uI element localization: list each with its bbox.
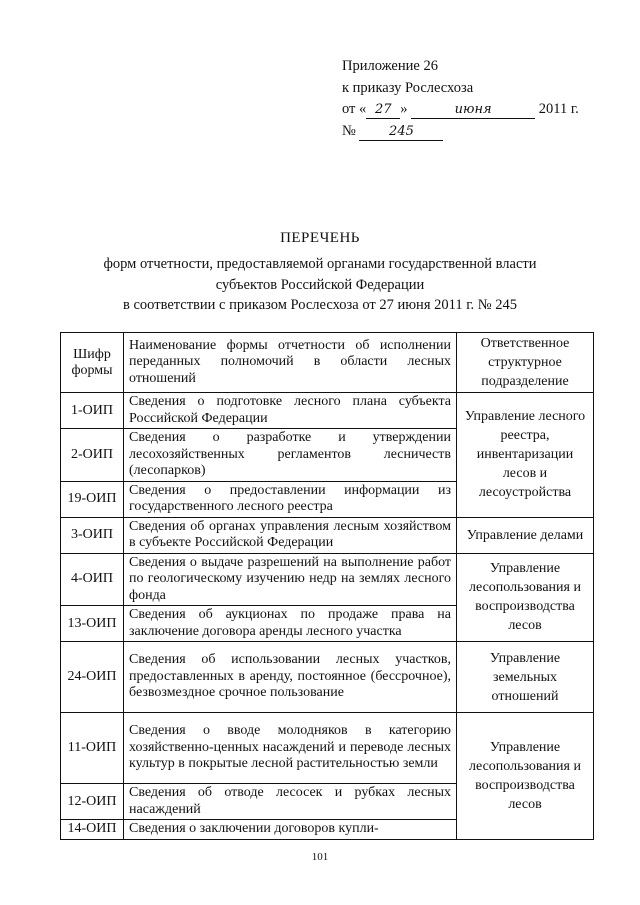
table-row <box>61 713 594 784</box>
appendix-order-number <box>342 121 579 143</box>
document-title: ПЕРЕЧЕНЬ <box>280 230 360 246</box>
subtitle-line: в соответствии с приказом Рослесхоза от 27 июня 2011 г. № 245 <box>123 297 517 313</box>
row-name: Сведения об органах управления лесным хозяйством в субъекте Российской Федерации <box>124 517 457 553</box>
number-handwritten: 245 <box>359 124 443 141</box>
row-code: 3-ОИП <box>61 517 124 553</box>
subtitle-line: форм отчетности, предоставляемой органами государственной власти <box>103 256 537 272</box>
table-row <box>61 642 594 713</box>
row-code: 19-ОИП <box>61 481 124 517</box>
row-code: 11-ОИП <box>61 713 124 784</box>
row-code: 13-ОИП <box>61 606 124 642</box>
appendix-order-ref: к приказу Рослесхоза <box>342 79 474 96</box>
document-subtitle <box>0 254 640 316</box>
number-label: № <box>342 122 356 139</box>
row-code: 14-ОИП <box>61 820 124 840</box>
header-dept: Ответственное структурное подразделение <box>457 333 594 393</box>
date-prefix: от « <box>342 101 367 117</box>
row-code: 2-ОИП <box>61 429 124 482</box>
row-code: 24-ОИП <box>61 642 124 713</box>
row-name: Сведения о заключении договоров купли- <box>124 820 457 840</box>
table-header-row <box>61 333 594 393</box>
dept-lesopolz-2: Управление лесопользования и воспроизводства лесов <box>457 713 594 840</box>
row-name: Сведения об отводе лесосек и рубках лесных насаждений <box>124 784 457 820</box>
dept-dela: Управление делами <box>457 517 594 553</box>
row-code: 4-ОИП <box>61 553 124 606</box>
header-code: Шифр формы <box>61 333 124 393</box>
row-name: Сведения о разработке и утверждении лесохозяйственных регламентов лесничеств (лесопарков) <box>124 429 457 482</box>
date-year: 2011 г. <box>538 101 579 117</box>
header-name: Наименование формы отчетности об исполнении переданных полномочий в области лесных отношений <box>124 333 457 393</box>
appendix-date <box>342 99 579 121</box>
appendix-number: Приложение 26 <box>342 58 438 74</box>
table-row <box>61 517 594 553</box>
row-code: 1-ОИП <box>61 393 124 429</box>
table-row <box>61 553 594 606</box>
row-name: Сведения об аукционах по продаже права на заключение договора аренды лесного участка <box>124 606 457 642</box>
dept-lesopolz-1: Управление лесопользования и воспроизводства лесов <box>457 553 594 642</box>
dept-zemli: Управление земельных отношений <box>457 642 594 713</box>
subtitle-line: субъектов Российской Федерации <box>215 276 425 293</box>
date-mid: » <box>400 101 408 117</box>
row-name: Сведения о предоставлении информации из государственного лесного реестра <box>124 481 457 517</box>
row-name: Сведения о выдаче разрешений на выполнение работ по геологическому изучению недр на землях лесного фонда <box>124 553 457 606</box>
date-day-handwritten: 27 <box>366 102 400 119</box>
row-code: 12-ОИП <box>61 784 124 820</box>
dept-reestr: Управление лесного реестра, инвентаризации лесов и лесоустройства <box>457 393 594 518</box>
row-name: Сведения о подготовке лесного плана субъекта Российской Федерации <box>124 393 457 429</box>
row-name: Сведения об использовании лесных участков, предоставленных в аренду, постоянное (бессрочное), безвозмездное срочное пользование <box>124 642 457 713</box>
table-row <box>61 393 594 429</box>
date-month-handwritten: июня <box>411 102 535 119</box>
appendix-block <box>342 56 579 142</box>
forms-table <box>60 332 594 840</box>
row-name: Сведения о вводе молодняков в категорию хозяйственно-ценных насаждений и переводе лесных культур в покрытые лесной растительностью земли <box>124 713 457 784</box>
page-number: 101 <box>311 851 329 863</box>
